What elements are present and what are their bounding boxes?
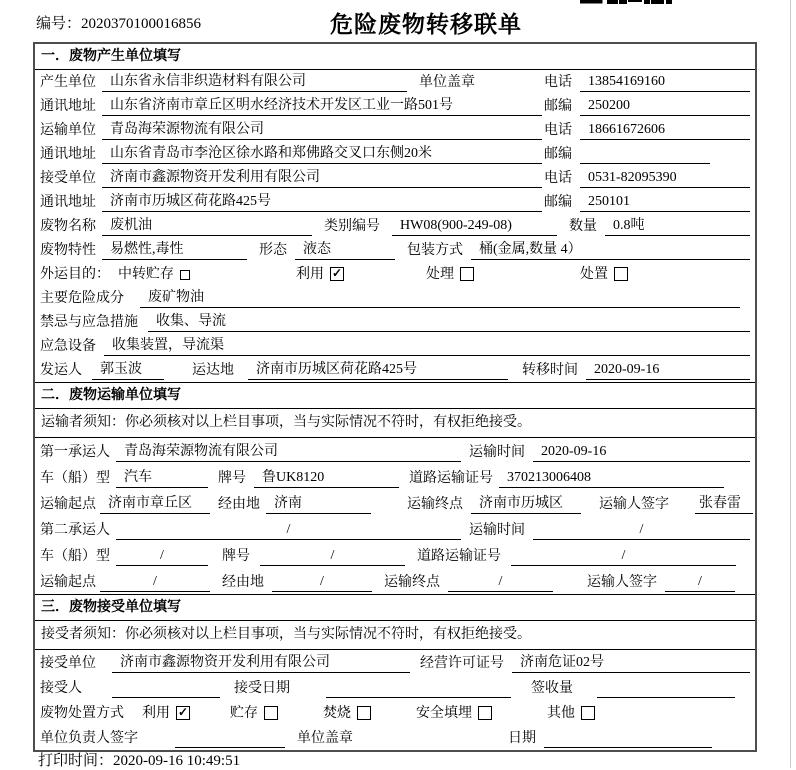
disposal-method-row xyxy=(35,700,755,725)
transfer-purpose-row xyxy=(35,262,755,286)
business-license-value: 济南危证02号 xyxy=(512,653,750,673)
waste-traits-value: 易燃性,毒性 xyxy=(102,240,247,260)
transporter-address-value: 山东省青岛市李沧区徐水路和郑佛路交叉口东侧20米 xyxy=(102,144,542,164)
producer-phone-value: 13854169160 xyxy=(580,72,750,92)
transport-time-label: 运输时间 xyxy=(469,445,525,460)
route-end-label: 运输终点 xyxy=(384,575,440,590)
manifest-form xyxy=(33,42,757,752)
route2-row xyxy=(35,568,755,594)
route-end-value: 济南市历城区 xyxy=(471,494,581,514)
vehicle2-row xyxy=(35,542,755,568)
postcode-label: 邮编 xyxy=(544,195,572,210)
qr-code-fragment-icon xyxy=(580,0,672,10)
producer-address-row xyxy=(35,94,755,118)
producer-unit-value: 山东省永信非织造材料有限公司 xyxy=(102,72,407,92)
transporter-postcode-value xyxy=(580,144,710,164)
serial-label: 编号： xyxy=(36,16,82,32)
via-label: 经由地 xyxy=(222,575,264,590)
postcode-label: 邮编 xyxy=(544,99,572,114)
vehicle-type-label: 车（船）型 xyxy=(40,549,110,564)
option-other-label: 其他 xyxy=(547,706,575,721)
accept-date-value xyxy=(326,678,511,698)
option-utilize-label: 利用 xyxy=(142,706,170,721)
via-value: / xyxy=(272,572,372,592)
emergency-equipment-value: 收集装置，导流渠 xyxy=(104,336,750,356)
transfer-purpose-label: 外运目的： xyxy=(40,267,110,282)
checkbox-incinerate xyxy=(357,706,371,720)
second-carrier-value: / xyxy=(116,520,461,540)
route-end-label: 运输终点 xyxy=(407,497,463,512)
waste-name-value: 废机油 xyxy=(102,216,312,236)
transfer-date-label: 转移时间 xyxy=(522,363,578,378)
receiver-address-row xyxy=(35,190,755,214)
route-start-value: 济南市章丘区 xyxy=(100,494,210,514)
waste-name-row xyxy=(35,214,755,238)
checkbox-dispose xyxy=(614,267,628,281)
dispatch-row xyxy=(35,358,755,382)
transporter-unit-value: 青岛海荣源物流有限公司 xyxy=(102,120,542,140)
quantity-value: 0.8吨 xyxy=(605,216,750,236)
vehicle1-row xyxy=(35,464,755,490)
plate-value: / xyxy=(260,546,405,566)
option-transit-storage-label: 中转贮存 xyxy=(118,267,174,282)
option-storage-label: 贮存 xyxy=(230,706,258,721)
receiving-unit-value: 济南市鑫源物资开发利用有限公司 xyxy=(112,653,410,673)
waste-traits-label: 废物特性 xyxy=(40,243,96,258)
responsible-signature-value xyxy=(175,728,285,748)
receiving-unit-row xyxy=(35,650,755,675)
address-label: 通讯地址 xyxy=(40,195,96,210)
form-state-value: 液态 xyxy=(295,240,395,260)
emergency-equipment-label: 应急设备 xyxy=(40,339,96,354)
page-right-edge xyxy=(790,0,791,768)
print-time-line xyxy=(38,749,240,770)
section1-title: 一．废物产生单位填写 xyxy=(35,44,755,70)
carrier-signature-value: / xyxy=(665,572,735,592)
vehicle-type-value: 汽车 xyxy=(116,468,208,488)
checkbox-landfill xyxy=(478,706,492,720)
hazard-components-row xyxy=(35,286,755,310)
date-label: 日期 xyxy=(508,731,536,746)
emergency-measures-value: 收集、导流 xyxy=(148,312,750,332)
acceptor-label: 接受人 xyxy=(40,681,82,696)
date-value xyxy=(544,728,712,748)
checkbox-mark: ✓ xyxy=(177,705,189,719)
hazard-components-label: 主要危险成分 xyxy=(40,291,124,306)
received-amount-label: 签收量 xyxy=(531,681,573,696)
route-start-label: 运输起点 xyxy=(40,497,96,512)
disposal-method-label: 废物处置方式 xyxy=(40,706,124,721)
print-time-value: 2020-09-16 10:49:51 xyxy=(113,753,241,769)
receiver-unit-label: 接受单位 xyxy=(40,171,96,186)
option-treat-label: 处理 xyxy=(426,267,454,282)
option-landfill-label: 安全填埋 xyxy=(416,706,472,721)
receiver-unit-value: 济南市鑫源物资开发利用有限公司 xyxy=(102,168,542,188)
received-amount-value xyxy=(597,678,735,698)
acceptor-row xyxy=(35,675,755,700)
accept-date-label: 接受日期 xyxy=(234,681,290,696)
transporter-address-row xyxy=(35,142,755,166)
checkbox-mark: ✓ xyxy=(331,266,343,280)
route-start-value: / xyxy=(100,572,210,592)
category-code-value: HW08(900-249-08) xyxy=(392,216,557,236)
second-carrier-label: 第二承运人 xyxy=(40,523,110,538)
address-label: 通讯地址 xyxy=(40,147,96,162)
transporter-notice: 运输者须知：你必须核对以上栏目事项，当与实际情况不符时，有权拒绝接受。 xyxy=(35,409,755,438)
option-incinerate-label: 焚烧 xyxy=(323,706,351,721)
first-carrier-row xyxy=(35,438,755,464)
via-label: 经由地 xyxy=(218,497,260,512)
transporter-phone-value: 18661672606 xyxy=(580,120,750,140)
waste-traits-row xyxy=(35,238,755,262)
plate-value: 鲁UK8120 xyxy=(254,468,399,488)
vehicle-type-label: 车（船）型 xyxy=(40,471,110,486)
checkbox-treat xyxy=(460,267,474,281)
route-end-value: / xyxy=(448,572,553,592)
business-license-label: 经营许可证号 xyxy=(420,656,504,671)
serial-number-line xyxy=(36,12,201,33)
packaging-value: 桶(金属,数量 4） xyxy=(471,240,750,260)
receiver-unit-row xyxy=(35,166,755,190)
option-dispose-label: 处置 xyxy=(580,267,608,282)
destination-value: 济南市历城区荷花路425号 xyxy=(248,360,508,380)
emergency-equipment-row xyxy=(35,334,755,358)
carrier-signature-label: 运输人签字 xyxy=(599,497,669,512)
unit-seal-label: 单位盖章 xyxy=(297,731,353,746)
quantity-label: 数量 xyxy=(569,219,597,234)
section3-title: 三．废物接受单位填写 xyxy=(35,595,755,621)
hazard-components-value: 废矿物油 xyxy=(140,288,740,308)
address-label: 通讯地址 xyxy=(40,99,96,114)
transfer-date-value: 2020-09-16 xyxy=(586,360,750,380)
checkbox-utilize xyxy=(176,706,190,720)
transport-time-value: 2020-09-16 xyxy=(533,442,750,462)
checkbox-other xyxy=(581,706,595,720)
postcode-label: 邮编 xyxy=(544,147,572,162)
route1-row xyxy=(35,490,755,516)
transport-time-label: 运输时间 xyxy=(469,523,525,538)
emergency-measures-label: 禁忌与应急措施 xyxy=(40,315,138,330)
serial-value: 2020370100016856 xyxy=(81,16,202,32)
form-state-label: 形态 xyxy=(259,243,287,258)
print-time-label: 打印时间： xyxy=(38,753,114,769)
route-start-label: 运输起点 xyxy=(40,575,96,590)
producer-postcode-value: 250200 xyxy=(580,96,750,116)
transporter-unit-row xyxy=(35,118,755,142)
option-utilize-label: 利用 xyxy=(296,267,324,282)
transporter-unit-label: 运输单位 xyxy=(40,123,96,138)
destination-label: 运达地 xyxy=(192,363,234,378)
section-producer xyxy=(35,44,755,382)
plate-label: 牌号 xyxy=(218,471,246,486)
receiver-notice: 接受者须知：你必须核对以上栏目事项，当与实际情况不符时，有权拒绝接受。 xyxy=(35,621,755,650)
packaging-label: 包装方式 xyxy=(407,243,463,258)
carrier-signature-value: 张春雷 xyxy=(695,494,753,514)
page-title: 危险废物转移联单 xyxy=(330,12,522,37)
first-carrier-value: 青岛海荣源物流有限公司 xyxy=(116,442,461,462)
section2-title: 二．废物运输单位填写 xyxy=(35,383,755,409)
responsible-signature-row xyxy=(35,725,755,750)
road-permit-value: 370213006408 xyxy=(499,468,724,488)
waste-name-label: 废物名称 xyxy=(40,219,96,234)
emergency-measures-row xyxy=(35,310,755,334)
transport-time-value: / xyxy=(533,520,750,540)
checkbox-transit-storage xyxy=(180,270,190,280)
receiving-unit-label: 接受单位 xyxy=(40,656,96,671)
via-value: 济南 xyxy=(266,494,371,514)
responsible-signature-label: 单位负责人签字 xyxy=(40,731,138,746)
receiver-phone-value: 0531-82095390 xyxy=(580,168,750,188)
road-permit-label: 道路运输证号 xyxy=(409,471,493,486)
second-carrier-row xyxy=(35,516,755,542)
road-permit-label: 道路运输证号 xyxy=(417,549,501,564)
first-carrier-label: 第一承运人 xyxy=(40,445,110,460)
vehicle-type-value: / xyxy=(116,546,208,566)
phone-label: 电话 xyxy=(544,171,572,186)
plate-label: 牌号 xyxy=(222,549,250,564)
carrier-signature-label: 运输人签字 xyxy=(587,575,657,590)
section-transporter xyxy=(35,382,755,594)
producer-unit-label: 产生单位 xyxy=(40,75,96,90)
checkbox-utilize xyxy=(330,267,344,281)
checkbox-storage xyxy=(264,706,278,720)
producer-unit-row xyxy=(35,70,755,94)
receiver-address-value: 济南市历城区荷花路425号 xyxy=(102,192,542,212)
acceptor-value xyxy=(112,678,220,698)
dispatcher-label: 发运人 xyxy=(40,363,82,378)
producer-address-value: 山东省济南市章丘区明水经济技术开发区工业一路501号 xyxy=(102,96,542,116)
receiver-postcode-value: 250101 xyxy=(580,192,750,212)
section-receiver xyxy=(35,594,755,750)
road-permit-value: / xyxy=(511,546,736,566)
dispatcher-value: 郭玉波 xyxy=(92,360,164,380)
phone-label: 电话 xyxy=(544,75,572,90)
unit-seal-label: 单位盖章 xyxy=(419,75,475,90)
category-code-label: 类别编号 xyxy=(324,219,380,234)
phone-label: 电话 xyxy=(544,123,572,138)
